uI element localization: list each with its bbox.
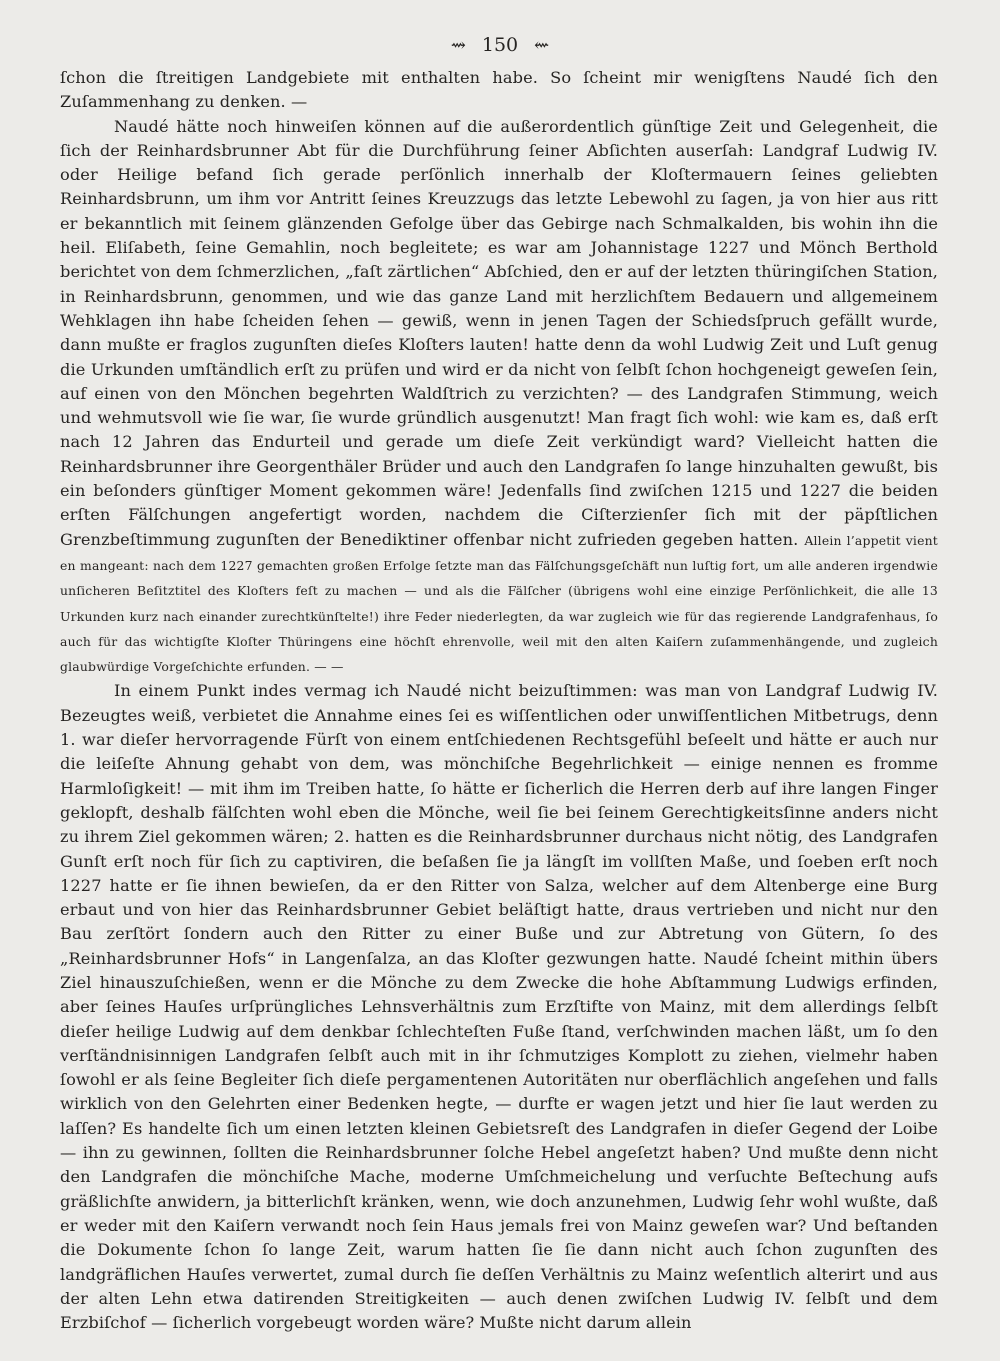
page-header: [0, 34, 1000, 56]
ornament-left-icon: ⇝: [450, 35, 466, 56]
page-number: 150: [481, 34, 519, 56]
paragraph-naude-occasion: [60, 115, 938, 680]
small-print-passage: Allein l’appetit vient en mangeant: nach dem 1227 gemachten großen Erfolge ſetzte man das Fälſchungsgeſchäft nun luſtig fort, um alle anderen irgendwie unſicheren Beſitztitel des Kloſters feſt zu machen — und als die Fälſcher (übrigens wohl eine einzige Perſönlichkeit, die alle 13 Urkunden kurz nach einander zurechtkünſtelte!) ihre Feder niederlegten, da war zugleich wie für das regierende Landgrafenhaus, ſo auch für das wichtigſte Kloſter Thüringens eine höchſt ehrenvolle, weil mit den alten Kaiſern zuſammenhängende, und zugleich glaubwürdige Vorgeſchichte erfunden. — —: [60, 532, 938, 675]
paragraph-continuation: ſchon die ſtreitigen Landgebiete mit enthalten habe. So ſcheint mir wenigſtens Naudé ſich den Zuſammenhang zu denken. —: [60, 68, 938, 112]
paragraph-disagreement: In einem Punkt indes vermag ich Naudé nicht beizuſtimmen: was man von Landgraf Ludwig IV. Bezeugtes weiß, verbietet die Annahme eines ſei es wiſſentlichen oder unwiſſentlichen Mitbetrugs, denn 1. war dieſer hervorragende Fürſt von einem entſchiedenen Rechtsgefühl beſeelt und hätte er auch nur die leiſeſte Ahnung gehabt von dem, was mönchiſche Begehrlichkeit — einige nennen es fromme Harmloſigkeit! — mit ihm im Treiben hatte, ſo hätte er ſicherlich die Herren derb auf ihre langen Finger geklopft, deshalb fälſchten wohl eben die Mönche, weil ſie bei ſeinem Gerechtigkeitsſinne anders nicht zu ihrem Ziel gekommen wären; 2. hatten es die Reinhardsbrunner durchaus nicht nötig, des Landgrafen Gunſt erſt noch für ſich zu captiviren, die beſaßen ſie ja längſt im vollſten Maße, und ſoeben erſt noch 1227 hatte er ſie ihnen bewieſen, da er den Ritter von Salza, welcher auf dem Altenberge eine Burg erbaut und von hier das Reinhardsbrunner Gebiet beläſtigt hatte, draus vertrieben und nicht nur den Bau zerſtört ſondern auch den Ritter zu einer Buße und zur Abtretung von Gütern, ſo des „Reinhardsbrunner Hofs“ in Langenſalza, an das Kloſter gezwungen hatte. Naudé ſcheint mithin übers Ziel hinauszuſchießen, wenn er die Mönche zu dem Zwecke die hohe Abſtammung Ludwigs erfinden, aber ſeines Hauſes urſprüngliches Lehnsverhältnis zum Erzſtifte von Mainz, mit dem allerdings ſelbſt dieſer heilige Ludwig auf dem denkbar ſchlechteſten Fuße ſtand, verſchwinden machen läßt, um ſo den verſtändnisinnigen Landgrafen ſelbſt auch mit in ihr ſchmutziges Komplott zu ziehen, vielmehr haben ſowohl er als ſeine Begleiter ſich dieſe pergamentenen Autoritäten nur oberflächlich angeſehen und falls wirklich von den Gelehrten einer Bedenken hegte, — durfte er wagen jetzt und hier ſie laut werden zu laſſen? Es handelte ſich um einen letzten kleinen Gebietsreſt des Landgrafen in dieſer Gegend der Loibe — ihn zu gewinnen, ſollten die Reinhardsbrunner ſolche Hebel angeſetzt haben? Und mußte denn nicht den Landgrafen die mönchiſche Mache, moderne Umſchmeichelung und verſuchte Beſtechung aufs gräßlichſte anwidern, ja bitterlichſt kränken, wenn, wie doch anzunehmen, Ludwig ſehr wohl wußte, daß er weder mit den Kaiſern verwandt noch ſein Haus jemals frei von Mainz geweſen war? Und beſtanden die Dokumente ſchon ſo lange Zeit, warum hatten ſie ſie dann nicht auch ſchon zugunſten des landgräflichen Hauſes verwertet, zumal durch ſie deſſen Verhältnis zu Mainz weſentlich alterirt und aus der alten Lehn etwa datirenden Streitigkeiten — auch denen zwiſchen Ludwig IV. ſelbſt und dem Erzbiſchof — ſicherlich vorgebeugt worden wäre? Mußte nicht darum allein: [60, 681, 938, 1333]
ornament-right-icon: ⇜: [534, 35, 550, 56]
body-text: [60, 66, 938, 1335]
paragraph-main-text: Naudé hätte noch hinweiſen können auf die außerordentlich günſtige Zeit und Gelegenheit, die ſich der Reinhardsbrunner Abt für die Durchführung ſeiner Abſichten auserſah: Landgraf Ludwig IV. oder Heilige befand ſich gerade perſönlich innerhalb der Kloſtermauern ſeines geliebten Reinhardsbrunn, um ihm vor Antritt ſeines Kreuzzugs das letzte Lebewohl zu ſagen, ja von hier aus ritt er bekanntlich mit ſeinem glänzenden Gefolge über das Gebirge nach Schmalkalden, bis wohin ihn die heil. Eliſabeth, ſeine Gemahlin, noch begleitete; es war am Johannistage 1227 und Mönch Berthold berichtet von dem ſchmerzlichen, „faſt zärtlichen“ Abſchied, den er auf der letzten thüringiſchen Station, in Reinhardsbrunn, genommen, und wie das ganze Land mit herzlichſtem Bedauern und allgemeinem Wehklagen ihn habe ſcheiden ſehen — gewiß, wenn in jenen Tagen der Schiedsſpruch gefällt wurde, dann mußte er fraglos zugunſten dieſes Kloſters lauten! hatte denn da wohl Ludwig Zeit und Luſt genug die Urkunden umſtändlich erſt zu prüfen und wird er da nicht von ſelbſt ſchon hochgeneigt geweſen ſein, auf einen von den Mönchen begehrten Waldſtrich zu verzichten? — des Landgrafen Stimmung, weich und wehmutsvoll wie ſie war, ſie wurde gründlich ausgenutzt! Man fragt ſich wohl: wie kam es, daß erſt nach 12 Jahren das Endurteil und gerade um dieſe Zeit verkündigt ward? Vielleicht hatten die Reinhardsbrunner ihre Georgenthäler Brüder und auch den Landgrafen ſo lange hinzuhalten gewußt, bis ein beſonders günſtiger Moment gekommen wäre! Jedenfalls ſind zwiſchen 1215 und 1227 die beiden erſten Fälſchungen angefertigt worden, nachdem die Ciſterzienſer ſich mit der päpſtlichen Grenzbeſtimmung zugunſten der Benediktiner offenbar nicht zufrieden gegeben hatten.: [60, 116, 938, 549]
